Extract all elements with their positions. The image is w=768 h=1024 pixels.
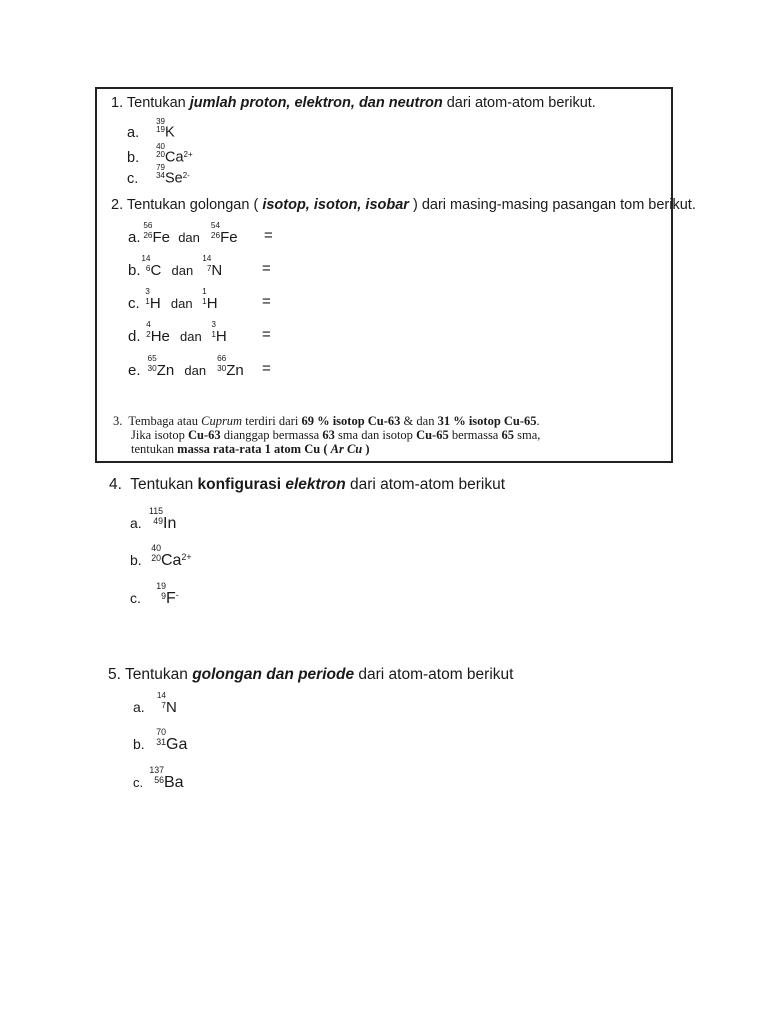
isotope: [145, 320, 170, 345]
item-letter: a.: [128, 229, 141, 246]
conjunction: dan: [178, 230, 200, 245]
isotope: [201, 254, 223, 279]
q2-item-c: [128, 287, 218, 312]
question-5-heading: [108, 666, 513, 684]
isotope: [145, 354, 175, 379]
atomic-number: 31: [156, 736, 166, 747]
mass-number: 70: [156, 727, 166, 738]
bold-text: massa rata-rata 1 atom Cu (: [177, 442, 331, 456]
text: sma,: [513, 428, 541, 442]
bold-text: 69 % isotop Cu-63: [301, 414, 401, 428]
atomic-number: 7: [161, 700, 166, 710]
atomic-number: 2: [146, 329, 151, 339]
text: .: [536, 414, 540, 428]
mass-number: 14: [202, 254, 212, 264]
question-2-heading: [111, 197, 696, 213]
q2-item-a: [128, 221, 238, 246]
isotope: [208, 221, 238, 246]
text: & dan: [400, 414, 438, 428]
element-symbol: H: [149, 295, 161, 312]
question-text: Tentukan: [124, 666, 193, 683]
q3-line-3: [113, 442, 540, 456]
ion-charge: 2+: [183, 149, 193, 159]
isotope: [155, 691, 177, 716]
mass-number: 39: [156, 116, 165, 126]
question-text: Tentukan: [130, 476, 198, 493]
item-letter: c.: [127, 170, 139, 187]
isotope: [201, 287, 218, 312]
mass-number: 3: [145, 287, 150, 297]
mass-number: 137: [149, 765, 164, 776]
q5-item-a: [133, 691, 177, 716]
isotope: [155, 162, 190, 187]
question-emphasis: elektron: [285, 476, 346, 493]
isotope: [155, 116, 175, 141]
item-letter: b.: [127, 149, 140, 166]
mass-number: 115: [148, 506, 163, 517]
q4-item-a: [130, 506, 177, 533]
mass-number: 66: [217, 354, 227, 364]
question-number: 4.: [109, 476, 122, 493]
question-3-text: [113, 414, 540, 456]
conjunction: dan: [171, 263, 194, 278]
isotope: [146, 506, 177, 533]
element-symbol: Zn: [226, 362, 244, 379]
atomic-number: 34: [156, 171, 165, 181]
element-symbol: Fe: [220, 229, 238, 246]
item-letter: b.: [130, 552, 142, 568]
mass-number: 1: [202, 287, 207, 297]
isotope: [214, 354, 244, 379]
item-letter: a.: [133, 699, 145, 715]
element-symbol: He: [150, 328, 170, 345]
question-number: 3.: [113, 414, 123, 428]
ion-charge: -: [175, 589, 179, 600]
mass-number: 40: [156, 141, 165, 151]
mass-number: 65: [147, 354, 157, 364]
mass-number: 14: [141, 254, 151, 264]
q1-item-a: [127, 116, 175, 141]
q4-item-b: [130, 543, 192, 570]
item-letter: e.: [128, 362, 141, 379]
atomic-number: 6: [145, 263, 151, 273]
emphasis: Cuprum: [201, 414, 243, 428]
atomic-number: 56: [154, 774, 164, 785]
bold-text: Cu-65: [416, 428, 449, 442]
item-letter: c.: [130, 590, 141, 606]
isotope: [210, 320, 227, 345]
question-number: 5.: [108, 666, 121, 683]
isotope: [141, 254, 162, 279]
equals-sign: =: [262, 360, 271, 377]
equals-sign: =: [262, 326, 271, 343]
item-letter: b.: [133, 736, 145, 752]
question-emphasis: jumlah proton, elektron, dan neutron: [189, 95, 443, 111]
q3-line-2: [113, 428, 540, 442]
atomic-number: 26: [210, 230, 221, 240]
question-text: dari atom-atom berikut: [345, 476, 506, 493]
q1-item-c: [127, 162, 190, 187]
item-letter: d.: [128, 328, 141, 345]
item-letter: c.: [133, 775, 144, 790]
element-symbol: Ga: [166, 736, 188, 753]
mass-number: 3: [211, 320, 216, 330]
question-text: ) dari masing-masing pasangan tom berikut.: [408, 197, 696, 213]
text: sma dan isotop: [334, 428, 417, 442]
item-letter: a.: [130, 515, 142, 531]
atomic-number: 1: [145, 296, 150, 306]
isotope: [141, 221, 171, 246]
isotope: [154, 581, 179, 608]
conjunction: dan: [184, 363, 207, 378]
isotope: [148, 765, 184, 792]
element-symbol: F: [166, 590, 176, 607]
ion-charge: 2+: [181, 551, 192, 562]
mass-number: 14: [156, 691, 166, 701]
element-symbol: Fe: [152, 229, 171, 246]
question-1-heading: [111, 95, 596, 111]
atomic-number: 20: [151, 552, 161, 563]
element-symbol: N: [166, 699, 177, 716]
isotope: [148, 543, 192, 570]
atomic-number: 1: [211, 329, 216, 339]
element-symbol: Zn: [156, 362, 175, 379]
conjunction: dan: [170, 296, 193, 311]
q2-item-b: [128, 254, 223, 279]
text: terdiri dari: [242, 414, 302, 428]
mass-number: 19: [156, 581, 166, 592]
mass-number: 56: [143, 221, 153, 231]
q5-item-b: [133, 727, 188, 754]
bold-text: ): [362, 442, 370, 456]
element-symbol: K: [165, 124, 175, 141]
bold-text: konfigurasi: [197, 476, 286, 493]
element-symbol: Ca: [165, 149, 184, 166]
atomic-number: 30: [147, 363, 157, 373]
text: Jika isotop: [131, 428, 188, 442]
text: Tembaga atau: [128, 414, 202, 428]
question-text: dari atom-atom berikut: [354, 666, 514, 683]
element-symbol: In: [163, 515, 177, 532]
isotope: [144, 287, 161, 312]
question-emphasis: isotop, isoton, isobar: [262, 197, 409, 213]
bold-text: Cu-63: [187, 428, 221, 442]
q2-item-d: [128, 320, 227, 345]
mass-number: 79: [156, 162, 165, 172]
atomic-number: 9: [161, 590, 166, 601]
question-number: 1.: [111, 95, 124, 111]
equals-sign: =: [264, 227, 273, 244]
mass-number: 4: [146, 320, 151, 330]
atomic-number: 20: [156, 150, 165, 160]
isotope: [154, 727, 188, 754]
atomic-number: 1: [202, 296, 207, 306]
q4-item-c: [130, 581, 179, 608]
question-4-heading: [109, 476, 505, 494]
mass-number: 40: [151, 543, 161, 554]
item-letter: b.: [128, 262, 141, 279]
element-symbol: Se: [165, 170, 183, 187]
text: dianggap bermassa: [220, 428, 323, 442]
atomic-number: 26: [143, 230, 153, 240]
question-text: Tentukan: [126, 95, 190, 111]
text: bermassa: [448, 428, 502, 442]
question-text: Tentukan golongan (: [126, 197, 263, 213]
equals-sign: =: [262, 293, 271, 310]
element-symbol: N: [211, 262, 223, 279]
ion-charge: 2-: [182, 170, 190, 180]
q3-line-1: [113, 414, 540, 428]
question-text: dari atom-atom berikut.: [442, 95, 596, 111]
atomic-number: 49: [153, 515, 163, 526]
equals-sign: =: [262, 260, 271, 277]
mass-number: 54: [210, 221, 221, 231]
question-emphasis: golongan dan periode: [192, 666, 355, 683]
bold-text: 63: [322, 428, 335, 442]
element-symbol: H: [206, 295, 218, 312]
bold-text: 65: [501, 428, 514, 442]
item-letter: c.: [128, 295, 140, 312]
bold-text: 31 % isotop Cu-65: [437, 414, 537, 428]
atomic-number: 7: [206, 263, 212, 273]
element-symbol: Ca: [161, 552, 182, 569]
conjunction: dan: [180, 329, 202, 344]
text: tentukan: [131, 442, 178, 456]
element-symbol: H: [215, 328, 227, 345]
element-symbol: C: [150, 262, 162, 279]
emphasis: Ar Cu: [330, 442, 363, 456]
q2-item-e: [128, 354, 244, 379]
atomic-number: 30: [217, 363, 227, 373]
atomic-number: 19: [156, 125, 165, 135]
element-symbol: Ba: [164, 774, 184, 791]
item-letter: a.: [127, 124, 140, 141]
q5-item-c: [133, 765, 184, 792]
question-number: 2.: [111, 197, 124, 213]
